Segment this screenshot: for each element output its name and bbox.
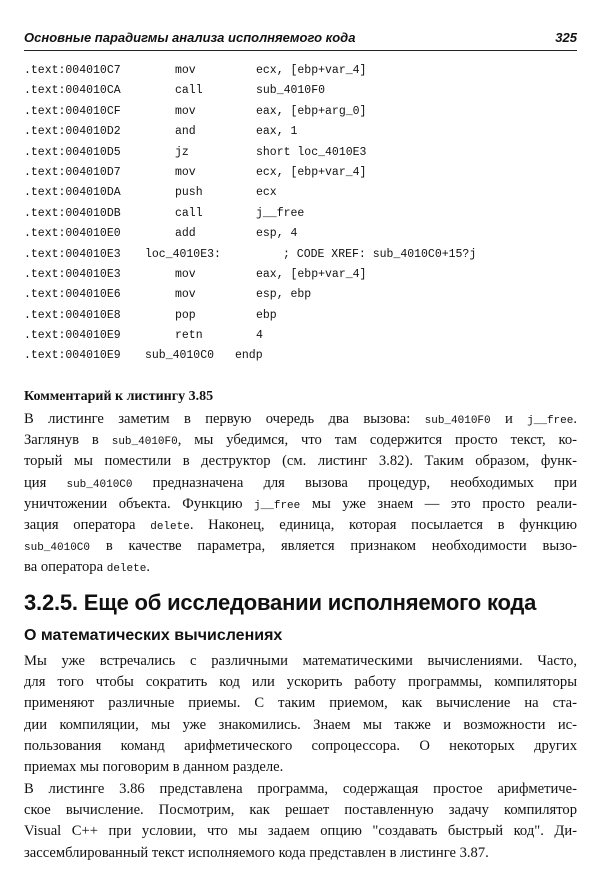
text-run: ва оператора bbox=[24, 559, 107, 576]
code-mnemonic: add bbox=[175, 227, 196, 241]
comment-heading: Комментарий к листингу 3.85 bbox=[24, 389, 214, 404]
text-line bbox=[24, 451, 577, 472]
text-line: применяют различные приемы. С таким приемом, как вычисление на ста- bbox=[24, 695, 577, 712]
inline-code: delete bbox=[150, 520, 190, 533]
text-line bbox=[24, 409, 577, 430]
comment-paragraph bbox=[24, 409, 577, 579]
code-xref-comment: ; CODE XREF: sub_4010C0+15?j bbox=[283, 247, 477, 261]
code-mnemonic: pop bbox=[175, 308, 196, 322]
code-address: .text:004010E6 bbox=[24, 288, 121, 302]
code-operands: eax, 1 bbox=[256, 125, 298, 139]
code-line bbox=[24, 227, 584, 247]
inline-code: sub_4010C0 bbox=[66, 478, 133, 491]
running-header bbox=[24, 30, 577, 51]
running-title: Основные парадигмы анализа исполняемого кода bbox=[24, 30, 356, 45]
text-run: . Наконец, единица, которая посылается в функцию bbox=[189, 516, 578, 533]
text-line bbox=[24, 536, 577, 557]
code-line bbox=[24, 309, 584, 329]
code-listing bbox=[24, 64, 584, 370]
code-operands: j__free bbox=[256, 206, 305, 220]
code-operands: sub_4010F0 bbox=[256, 84, 326, 98]
code-line bbox=[24, 349, 584, 369]
text-line bbox=[24, 430, 577, 451]
code-address: .text:004010D7 bbox=[24, 165, 121, 179]
code-operands: ecx bbox=[256, 186, 277, 200]
code-operands: ecx, [ebp+var_4] bbox=[256, 64, 367, 77]
code-address: .text:004010C7 bbox=[24, 64, 121, 77]
text-run: уничтожении объекта. Функцию bbox=[24, 495, 255, 512]
code-line bbox=[24, 125, 584, 145]
code-mnemonic: and bbox=[175, 125, 196, 139]
text-line: дии компиляции, мы уже знакомились. Знаем мы также и возможности ис- bbox=[24, 716, 577, 733]
text-line bbox=[24, 515, 577, 536]
code-mnemonic: call bbox=[175, 84, 203, 98]
code-address: .text:004010E3 bbox=[24, 247, 121, 261]
code-mnemonic: retn bbox=[175, 329, 203, 343]
code-label: loc_4010E3: bbox=[145, 247, 221, 261]
code-mnemonic: mov bbox=[175, 104, 196, 118]
inline-code: sub_4010C0 bbox=[24, 542, 91, 555]
text-run: В листинге заметим в первую очередь два вызова: bbox=[24, 411, 425, 427]
page-number: 325 bbox=[555, 30, 577, 45]
text-line: приемах мы поговорим в данном разделе. bbox=[24, 758, 284, 775]
text-run: Заглянув в bbox=[24, 432, 112, 449]
code-operands: esp, ebp bbox=[256, 288, 312, 302]
code-operands: eax, [ebp+var_4] bbox=[256, 267, 367, 281]
code-line bbox=[24, 105, 584, 125]
section-heading: 3.2.5. Еще об исследовании исполняемого кода bbox=[24, 590, 537, 615]
code-address: .text:004010DB bbox=[24, 206, 121, 220]
code-mnemonic: mov bbox=[175, 267, 196, 281]
code-mnemonic: mov bbox=[175, 288, 196, 302]
code-mnemonic: mov bbox=[175, 64, 196, 77]
text-line: зассемблированный текст исполняемого кода представлен в листинге 3.87. bbox=[24, 844, 489, 861]
code-operands: short loc_4010E3 bbox=[256, 145, 367, 159]
code-address: .text:004010CA bbox=[24, 84, 121, 98]
text-run: в качестве параметра, является признаком необходимости вызо- bbox=[90, 538, 577, 555]
text-run: . bbox=[573, 411, 578, 427]
code-mnemonic: mov bbox=[175, 165, 196, 179]
code-address: .text:004010E3 bbox=[24, 267, 121, 281]
text-line: Мы уже встречались с различными математическими вычислениями. Часто, bbox=[24, 653, 577, 669]
code-line bbox=[24, 329, 584, 349]
code-line bbox=[24, 248, 584, 268]
text-line: В листинге 3.86 представлена программа, содержащая простое арифметиче- bbox=[24, 781, 577, 797]
text-run: и bbox=[490, 411, 528, 427]
code-operands: 4 bbox=[256, 329, 263, 343]
text-line: для того чтобы сократить код или ускорить работу программы, компиляторы bbox=[24, 674, 577, 691]
subsection-heading: О математических вычислениях bbox=[24, 627, 283, 644]
code-operands: esp, 4 bbox=[256, 227, 298, 241]
paragraph-1 bbox=[24, 651, 577, 778]
code-address: .text:004010CF bbox=[24, 104, 121, 118]
code-proc-name: sub_4010C0 bbox=[145, 349, 215, 363]
text-run: ция bbox=[24, 474, 67, 491]
code-address: .text:004010DA bbox=[24, 186, 121, 200]
paragraph-2 bbox=[24, 779, 577, 864]
text-line bbox=[24, 557, 577, 578]
code-mnemonic: jz bbox=[175, 145, 189, 159]
code-address: .text:004010D2 bbox=[24, 125, 121, 139]
text-line bbox=[24, 473, 577, 494]
text-run: торый мы поместили в деструктор (см. листинг 3.82). Таким образом, функ- bbox=[24, 453, 577, 470]
code-line bbox=[24, 166, 584, 186]
inline-code: sub_4010F0 bbox=[111, 436, 178, 449]
text-line: пользования команд арифметического сопроцессора. О некоторых других bbox=[24, 737, 577, 754]
code-operands: ecx, [ebp+var_4] bbox=[256, 165, 367, 179]
code-address: .text:004010E9 bbox=[24, 349, 121, 363]
code-address: .text:004010E9 bbox=[24, 329, 121, 343]
text-line: Visual C++ при условии, что мы задаем опцию "создавать быстрый код". Ди- bbox=[24, 823, 577, 840]
code-operands: ebp bbox=[256, 308, 277, 322]
code-line bbox=[24, 84, 584, 104]
code-address: .text:004010D5 bbox=[24, 145, 121, 159]
text-run: , мы убедимся, что там содержится просто текст, ко- bbox=[177, 432, 578, 449]
text-line: ское вычисление. Посмотрим, как решает поставленную задачу компилятор bbox=[24, 802, 577, 819]
code-line bbox=[24, 146, 584, 166]
inline-code: sub_4010F0 bbox=[424, 415, 491, 427]
text-run: предназначена для вызова процедур, необходимых при bbox=[132, 474, 578, 491]
inline-code: j__free bbox=[254, 499, 301, 512]
code-address: .text:004010E8 bbox=[24, 308, 121, 322]
code-operands: eax, [ebp+arg_0] bbox=[256, 104, 367, 118]
text-run: мы уже знаем — это просто реали- bbox=[300, 495, 577, 512]
code-mnemonic: push bbox=[175, 186, 203, 200]
text-line bbox=[24, 494, 577, 515]
code-endp: endp bbox=[235, 349, 263, 363]
inline-code: j__free bbox=[527, 415, 574, 427]
code-line bbox=[24, 207, 584, 227]
text-run: . bbox=[146, 559, 150, 576]
inline-code: delete bbox=[106, 563, 147, 576]
code-line bbox=[24, 268, 584, 288]
code-mnemonic: call bbox=[175, 206, 203, 220]
text-run: зация оператора bbox=[24, 516, 151, 533]
code-line bbox=[24, 288, 584, 308]
code-line bbox=[24, 64, 584, 84]
code-address: .text:004010E0 bbox=[24, 227, 121, 241]
code-line bbox=[24, 186, 584, 206]
